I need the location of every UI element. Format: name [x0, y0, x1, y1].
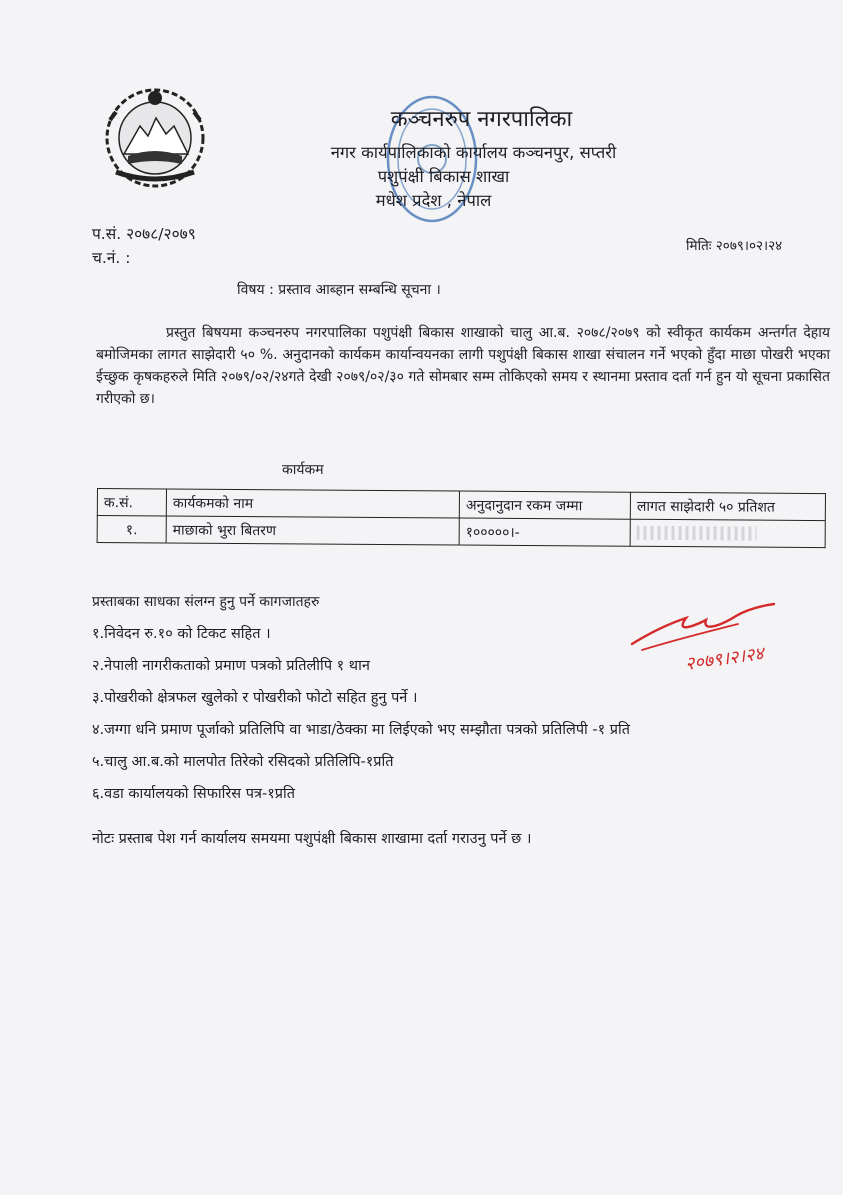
- list-item: ४.जग्गा धनि प्रमाण पूर्जाको प्रतिलिपि वा भाडा/ठेक्का मा लिईएको भए सम्झौता पत्रको प्रतिलिपी -१ प्रति: [92, 722, 631, 738]
- list-item: २.नेपाली नागरीकताको प्रमाण पत्रको प्रतिलीपि १ थान: [92, 658, 370, 674]
- col-serial-header: क.सं.: [97, 489, 166, 516]
- list-item: ६.वडा कार्यालयको सिफारिस पत्र-१प्रति: [92, 786, 296, 802]
- col-cost-sharing-header: लागत साझेदारी ५० प्रतिशत: [630, 492, 825, 520]
- table-row: [97, 516, 825, 548]
- branch-name: पशुपंक्षी बिकास शाखा: [377, 167, 510, 186]
- documents-title: प्रस्ताबका साधका संलग्न हुनु पर्ने कागजातहरु: [92, 594, 320, 610]
- list-item: १.निवेदन रु.१० को टिकट सहित ।: [92, 626, 271, 642]
- letter-number: प.सं. २०७८/२०७९: [92, 225, 196, 243]
- province-name: मधेश प्रदेश , नेपाल: [375, 191, 492, 210]
- municipality-title: कञ्चनरुप नगरपालिका: [390, 107, 573, 132]
- program-label: कार्यकम: [282, 462, 324, 478]
- list-item: ३.पोखरीको क्षेत्रफल खुलेको र पोखरीको फोटो सहित हुनु पर्ने ।: [92, 690, 418, 706]
- row-grant-amount: १०००००।-: [459, 518, 630, 546]
- subject-line: विषय : प्रस्ताव आब्हान सम्बन्धि सूचना ।: [237, 282, 441, 298]
- note-line: नोटः प्रस्ताब पेश गर्न कार्यालय समयमा पशुपंक्षी बिकास शाखामा दर्ता गराउनु पर्ने छ ।: [92, 831, 532, 847]
- body-paragraph: प्रस्तुत बिषयमा कञ्चनरुप नगरपालिका पशुपंक्षी बिकास शाखाको चालु आ.ब. २०७८/२०७९ को स्वीकृत कार्यकम अन्तर्गत देहाय बमोजिमका लागत साझेदारी ५० %. अनुदानको कार्यकम कार्यान्वयनका लागी पशुपंक्षी बिकास शाखा संचालन गर्ने भएको हुँदा माछा पोखरी भएका ईच्छुक कृषकहरुले मिति २०७९/०२/२४गते देखी २०७९/०२/३० गते सोमबार सम्म तोकिएको समय र स्थानमा प्रस्ताव दर्ता गर्न हुन यो सूचना प्रकासित गरीएको छ।: [96, 325, 830, 407]
- col-grant-amount-header: अनुदानुदान रकम जम्मा: [459, 491, 630, 519]
- office-name: नगर कार्यपालिकाको कार्यालय कञ्चनपुर, सप्तरी: [330, 143, 617, 162]
- row-cost-sharing: [630, 519, 825, 547]
- program-table: [97, 488, 826, 548]
- row-program-name: माछाको भुरा बितरण: [166, 516, 459, 545]
- handwritten-signature: [628, 598, 788, 684]
- row-serial: १.: [97, 516, 166, 543]
- notice-date: मितिः २०७९।०२।२४: [686, 238, 783, 254]
- redacted-mark: [637, 526, 757, 541]
- dispatch-number: च.नं. :: [92, 249, 131, 267]
- col-program-name-header: कार्यकमको नाम: [166, 489, 459, 518]
- list-item: ५.चालु आ.ब.को मालपोत तिरेको रसिदको प्रतिलिपि-१प्रति: [92, 754, 394, 770]
- signature-date: २०७९।२।२४: [683, 643, 766, 675]
- documents-list: [92, 622, 630, 814]
